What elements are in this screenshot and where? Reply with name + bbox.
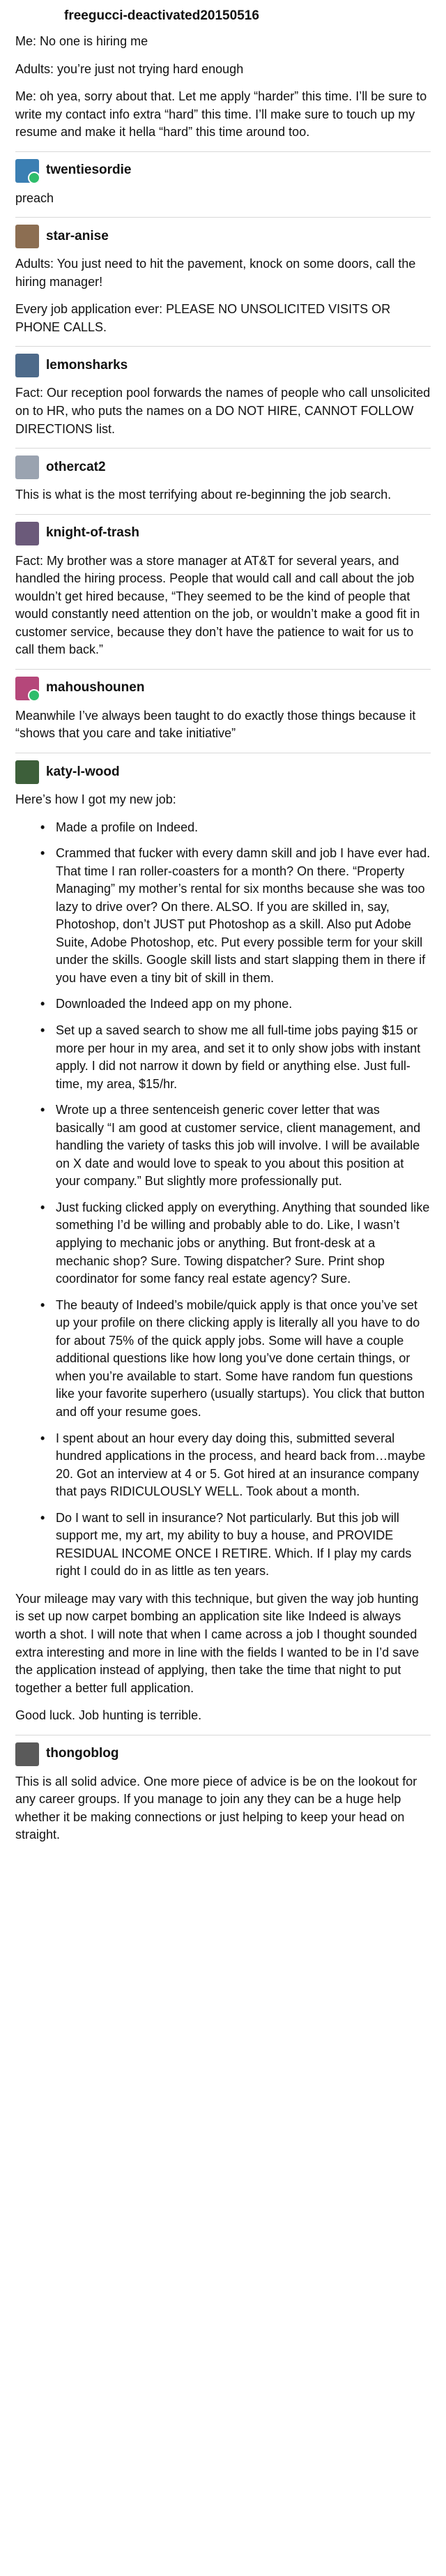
list-item: • Crammed that fucker with every damn skill and job I have ever had. That time I ran roller-coasters for a month? On there. “Property Managing” my mother’s rental for six months because she was too lazy to drive over? On there. ALSO. If you are skilled in, say, Photoshop, don’t JUST put Photoshop as a skill. Also put Adobe Suite, Adobe Photoshop, etc. Put every possible term for your skill under the skills. Google skill lists and start slapping them in there if you have even a tiny bit of skill in them. <box>56 845 431 987</box>
list-item: • Just fucking clicked apply on everything. Anything that sounded like something I’d be willing and probably able to do. Like, I wasn’t applying to mechanic jobs or anything. But front-desk at a mechanic shop? Sure. Towing dispatcher? Sure. Print shop coordinator for some fancy real estate agency? Sure. <box>56 1199 431 1288</box>
username-link[interactable]: lemonsharks <box>46 357 128 372</box>
post-freegucci <box>15 0 431 152</box>
username-link[interactable]: othercat2 <box>46 459 106 474</box>
avatar[interactable] <box>15 522 39 545</box>
post-knight-of-trash <box>15 515 431 670</box>
list-item: • Set up a saved search to show me all full-time jobs paying $15 or more per hour in my area, and set it to only show jobs with instant apply. I did not narrow it down by field or anything else. Just full-time, my area, $15/hr. <box>56 1022 431 1093</box>
online-badge-icon <box>28 172 39 183</box>
list-item: • The beauty of Indeed’s mobile/quick apply is that once you’ve set up your profile on there clicking apply is literally all you have to do for about 75% of the quick apply jobs. Some will have a couple additional questions like how long you’ve done certain things, or when you’re available to start. Some have random fun questions like your favorite superhero (usually startups). You click that button and off your resume goes. <box>56 1297 431 1422</box>
username-link[interactable]: freegucci-deactivated20150516 <box>64 8 259 23</box>
avatar[interactable] <box>15 760 39 784</box>
post-text: Every job application ever: PLEASE NO UNSOLICITED VISITS OR PHONE CALLS. <box>15 302 391 334</box>
list-item: • Downloaded the Indeed app on my phone. <box>56 995 431 1014</box>
username-link[interactable]: thongoblog <box>46 1746 119 1761</box>
post-katy-l-wood <box>15 753 431 1735</box>
post-text: Here’s how I got my new job: <box>15 792 176 806</box>
post-text: Fact: My brother was a store manager at AT&T for several years, and handled the hiring process. People that would call and call about the job wouldn’t get hired because, “They seemed to be the kind of people that would constantly need attention on the job, or wouldn’t make a good fit in customer service, because they don’t have the patience to wait for us to call them back.” <box>15 553 420 657</box>
post-header <box>15 522 431 545</box>
username-link[interactable]: mahoushounen <box>46 680 145 695</box>
avatar[interactable] <box>15 225 39 248</box>
list-item: • Do I want to sell in insurance? Not particularly. But this job will support me, my art, my ability to buy a house, and PROVIDE RESIDUAL INCOME ONCE I RETIRE. Which. If I play my cards right I could do in as little as ten years. <box>56 1509 431 1581</box>
username-link[interactable]: knight-of-trash <box>46 525 140 541</box>
post-text: preach <box>15 190 54 205</box>
post-header <box>15 1742 431 1766</box>
post-header <box>15 159 431 183</box>
post-text: This is what is the most terrifying about re-beginning the job search. <box>15 488 392 502</box>
avatar[interactable] <box>15 354 39 377</box>
list-item: • Wrote up a three sentenceish generic cover letter that was basically “I am good at customer service, client management, and handling the variety of tasks this job will involve. I will be available on X date and would love to speak to you about this position at your company.” But slightly more professionally put. <box>56 1101 431 1191</box>
post-star-anise <box>15 218 431 347</box>
list-item: • I spent about an hour every day doing this, submitted several hundred applications in the process, and heard back from…maybe 20. Got an interview at 4 or 5. Got hired at an insurance company that pays RIDICULOUSLY WELL. Took about a month. <box>56 1430 431 1501</box>
username-link[interactable]: star-anise <box>46 228 109 243</box>
post-header <box>15 225 431 248</box>
post-header <box>15 7 431 26</box>
post-text: Me: oh yea, sorry about that. Let me apply “harder” this time. I’ll be sure to write my contact info extra “hard” this time. I’ll make sure to touch up my resume and make it hella “hard” this time around too. <box>15 89 427 140</box>
post-header <box>15 677 431 700</box>
post-thongoblog <box>15 1735 431 1854</box>
avatar[interactable] <box>15 677 39 700</box>
online-badge-icon <box>28 689 39 700</box>
post-mahoushounen <box>15 670 431 753</box>
list-item: • Made a profile on Indeed. <box>56 819 431 837</box>
post-text: Adults: You just need to hit the pavement, knock on some doors, call the hiring manager! <box>15 257 416 289</box>
username-link[interactable]: twentiesordie <box>46 163 132 178</box>
post-header <box>15 455 431 479</box>
post-othercat2 <box>15 449 431 515</box>
post-text: Your mileage may vary with this technique, but given the way job hunting is set up now carpet bombing an application site like Indeed is always worth a shot. I will note that when I came across a job I thought sounded extra interesting and more in line with the fields I wanted to be in I’d save the application instead of applying, then take the time that night to put together a better full application. <box>15 1591 420 1695</box>
post-text: This is all solid advice. One more piece of advice is be on the lookout for any career groups. If you manage to join any they can be a huge help whether it be making connections or just helping to keep your head on straight. <box>15 1774 417 1842</box>
post-text: Me: No one is hiring me <box>15 33 148 48</box>
post-header <box>15 354 431 377</box>
post-twentiesordie <box>15 152 431 218</box>
post-text: Fact: Our reception pool forwards the names of people who call unsolicited on to HR, who puts the names on a DO NOT HIRE, CANNOT FOLLOW DIRECTIONS list. <box>15 386 431 436</box>
username-link[interactable]: katy-l-wood <box>46 764 120 779</box>
avatar[interactable] <box>15 455 39 479</box>
avatar[interactable] <box>15 1742 39 1766</box>
post-text: Meanwhile I’ve always been taught to do exactly those things because it “shows that you care and take initiative” <box>15 708 416 741</box>
post-text: Good luck. Job hunting is terrible. <box>15 1708 202 1723</box>
post-lemonsharks <box>15 347 431 449</box>
post-text: Adults: you’re just not trying hard enough <box>15 61 244 76</box>
bullet-list <box>15 819 431 1581</box>
post-header <box>15 760 431 784</box>
avatar[interactable] <box>15 159 39 183</box>
